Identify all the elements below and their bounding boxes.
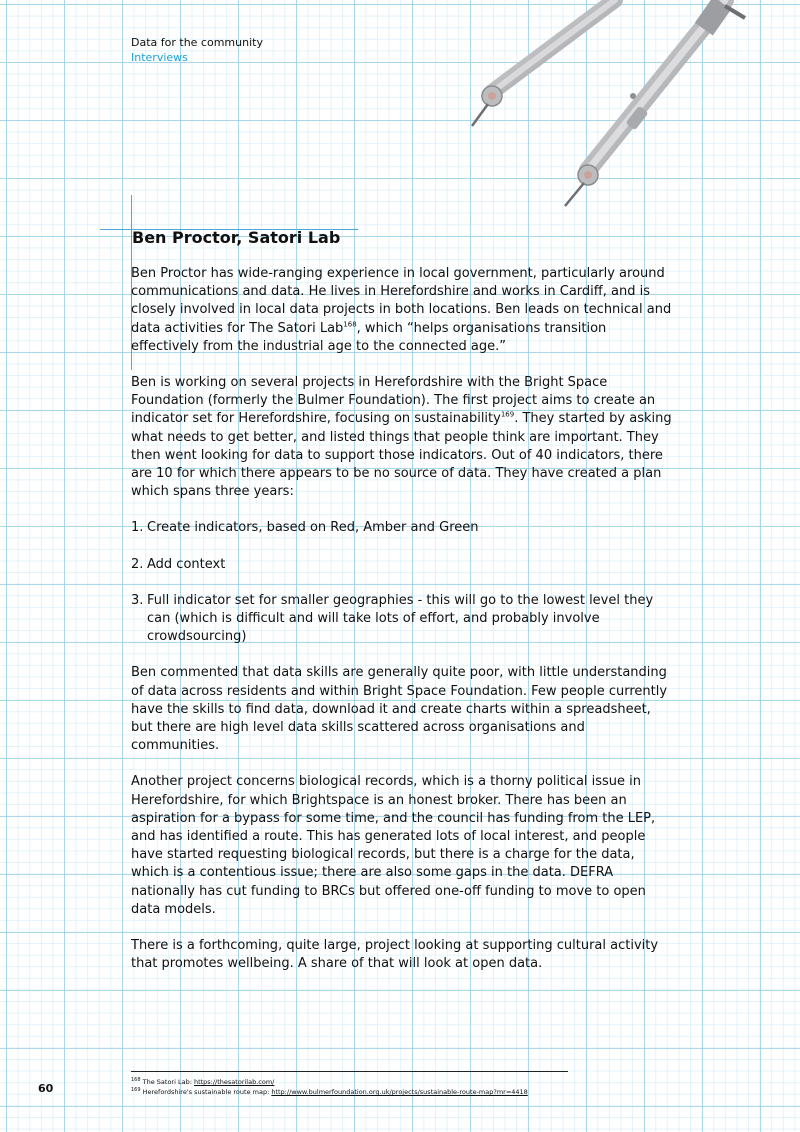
paragraph-skills: Ben commented that data skills are generally quite poor, with little understanding of data across residents and within Bright Space Foundation. Few people currently have the skills to find data, download it and create charts within a spreadsheet, but there are high level data skills scattered across organisations and communities. — [131, 665, 668, 754]
footnote-link[interactable]: http://www.bulmerfoundation.org.uk/projects/sustainable-route-map?mr=4418 — [271, 1088, 528, 1096]
paragraph-projects: Ben is working on several projects in Herefordshire with the Bright Space Foundation (formerly the Bulmer Foundation). The first project aims to create an indicator set for Herefordshire, focusing on sustainability$^{169}$. They started by asking what needs to get better, and listed things that people think are important. They then went looking for data to support those indicators. Out of 40 indicators, there are 10 for which there appears to be no source of data. They have created a plan which spans three years: — [131, 375, 672, 500]
paragraph-cultural-activity: There is a forthcoming, quite large, project looking at supporting cultural activity that promotes wellbeing. A share of that will look at open data. — [131, 938, 659, 972]
footnote-169: $^{169}$ Herefordshire's sustainable route map: http://www.bulmerfoundation.org.uk/projects/sustainable-route-map?mr=4418 — [131, 1086, 528, 1096]
page-number: 60 — [38, 1082, 54, 1095]
article-body — [131, 265, 676, 992]
footnote-ref-169: 169 — [500, 411, 515, 420]
list-item: 1. Create indicators, based on Red, Amber and Green — [131, 520, 479, 536]
paragraph-intro: Ben Proctor has wide-ranging experience in local government, particularly around communications and data. He lives in Herefordshire and works in Cardiff, and is closely involved in local data projects in both locations. Ben leads on technical and data activities for The Satori Lab$^{168}$, which “helps organisations transition effectively from the industrial age to the connected age.” — [131, 266, 672, 354]
footnote-168: $^{168}$ The Satori Lab: https://thesatorilab.com/ — [131, 1076, 275, 1086]
compass-illustration — [440, 0, 800, 220]
footnote-divider — [131, 1071, 568, 1072]
footnotes — [131, 1077, 591, 1097]
page-header — [131, 35, 263, 65]
list-item: 3. Full indicator set for smaller geographies - this will go to the lowest level they can (which is difficult and will take lots of effort, and probably involve crowdsourcing) — [131, 592, 654, 645]
subsection-label: Interviews — [131, 51, 188, 64]
list-item: 2. Add context — [131, 556, 226, 572]
section-label: Data for the community — [131, 36, 263, 49]
plan-list — [131, 519, 676, 646]
paragraph-biological-records: Another project concerns biological records, which is a thorny political issue in Herefordshire, for which Brightspace is an honest broker. There has been an aspiration for a bypass for some time, and the council has funding from the LEP, and has identified a route. This has generated lots of local interest, and people have started requesting biological records, but there is a charge for the data, which is a contentious issue; there are also some gaps in the data. DEFRA nationally has cut funding to BRCs but offered one-off funding to move to open data models. — [131, 774, 656, 917]
footnote-ref-168: 168 — [343, 320, 357, 329]
footnote-link[interactable]: https://thesatorilab.com/ — [193, 1078, 275, 1086]
article-title: Ben Proctor, Satori Lab — [132, 228, 341, 247]
